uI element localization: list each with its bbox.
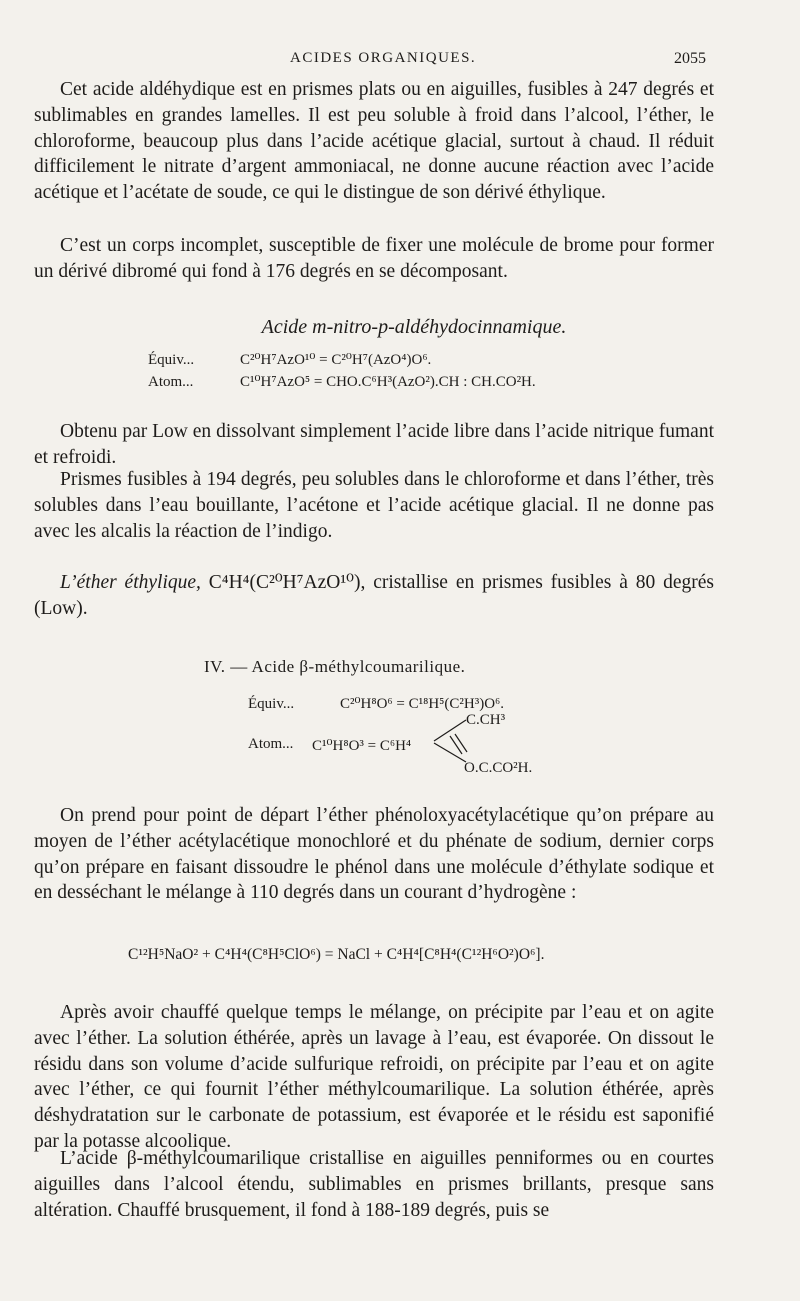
running-title: ACIDES ORGANIQUES. — [290, 50, 477, 66]
formula-label: Atom... — [248, 736, 294, 752]
paragraph-prismes — [34, 467, 714, 544]
paragraph-bromine — [34, 233, 714, 285]
paragraph-procedure — [34, 1000, 714, 1155]
page-header — [0, 50, 800, 72]
section-heading-methylcoumarilic: IV. — Acide β-méthylcoumarilique. — [204, 657, 466, 676]
paragraph-text: L’acide β-méthylcoumarilique cristallise en aiguilles penniformes ou en courtes aiguilles dans l’alcool étendu, sublimables en prismes brillants, presque sans altération. Chauffé brusquement, il fond à 188-189 degrés, puis se — [34, 1148, 714, 1221]
italic-term: L’éther éthylique, — [60, 572, 201, 593]
paragraph-text: On prend pour point de départ l’éther phénoloxyacétylacétique qu’on prépare au moyen de l’éther acétylacétique monochloré et du phénate de sodium, dernier corps qu’on prépare en faisant dissoudre le phénol dans une molécule d’éthylate sodique et en desséchant le mélange à 110 degrés dans un courant d’hydrogène : — [34, 805, 714, 904]
formula-label: Équiv... — [248, 696, 295, 712]
paragraph-aldehyde-properties — [34, 77, 714, 206]
paragraph-starting-point — [34, 803, 714, 906]
paragraph-rest: C⁴H⁴(C²⁰H⁷AzO¹⁰), cristallise en prismes fusibles à 80 degrés (Low). — [34, 572, 714, 619]
paragraph-text: Prismes fusibles à 194 degrés, peu solubles dans le chloroforme et dans l’éther, très solubles dans l’eau bouillante, l’acétone et l’acide acétique glacial. Il ne donne pas avec les alcalis la réaction de l’indigo. — [34, 469, 714, 542]
ring-substituent-top: C.CH³ — [466, 712, 506, 728]
paragraph-crystallization — [34, 1146, 714, 1223]
paragraph-text — [34, 570, 714, 622]
formula-text: C¹⁰H⁷AzO⁵ = CHO.C⁶H³(AzO²).CH : CH.CO²H. — [240, 374, 536, 390]
paragraph-text: C’est un corps incomplet, susceptible de fixer une molécule de brome pour former un dérivé dibromé qui fond à 176 degrés en se décomposant. — [34, 235, 714, 282]
formula-atom-nitro — [148, 372, 536, 391]
formula-atom-methyl: C¹⁰H⁸O³ = C⁶H⁴ — [312, 738, 412, 754]
page-number: 2055 — [674, 50, 706, 67]
ring-bond-bracket — [430, 716, 470, 766]
reaction-equation: C¹²H⁵NaO² + C⁴H⁴(C⁸H⁵ClO⁶) = NaCl + C⁴H⁴[C⁸H⁴(C¹²H⁶O²)O⁶]. — [128, 946, 545, 963]
paragraph-text: Cet acide aldéhydique est en prismes plats ou en aiguilles, fusibles à 247 degrés et sublimables en grandes lamelles. Il est peu soluble à froid dans l’alcool, l’éther, le chloroforme, beaucoup plus dans l’acide acétique glacial, surtout à chaud. Il réduit difficilement le nitrate d’argent ammoniacal, ne donne aucune réaction avec l’acide acétique et l’acétate de soude, ce qui le distingue de son dérivé éthylique. — [34, 79, 714, 204]
formula-text: C²⁰H⁸O⁶ = C¹⁸H⁵(C²H³)O⁶. — [340, 696, 505, 712]
paragraph-text: Après avoir chauffé quelque temps le mélange, on précipite par l’eau et on agite avec l’éther. La solution éthérée, après un lavage à l’eau, est évaporée. On dissout le résidu dans son volume d’acide sulfurique refroidi, on précipite par l’eau et on agite avec l’éther, ce qui fournit l’éther méthylcoumarilique. La solution éthérée, après déshydratation sur le carbonate de potassium, est évaporée et le résidu est saponifié par la potasse alcoolique. — [34, 1002, 714, 1152]
formula-label: Atom... — [148, 374, 194, 390]
ring-substituent-bottom: O.C.CO²H. — [464, 760, 533, 776]
formula-equiv-methyl — [248, 694, 504, 713]
formula-equiv-nitro — [148, 350, 431, 369]
paragraph-text: Obtenu par Low en dissolvant simplement l’acide libre dans l’acide nitrique fumant et refroidi. — [34, 421, 714, 468]
formula-text: C²⁰H⁷AzO¹⁰ = C²⁰H⁷(AzO⁴)O⁶. — [240, 352, 432, 368]
paragraph-ether-ethylique — [34, 570, 714, 622]
formula-label: Équiv... — [148, 352, 195, 368]
paragraph-low-preparation — [34, 419, 714, 471]
section-heading-nitro: Acide m-nitro-p-aldéhydocinnamique. — [261, 316, 567, 338]
